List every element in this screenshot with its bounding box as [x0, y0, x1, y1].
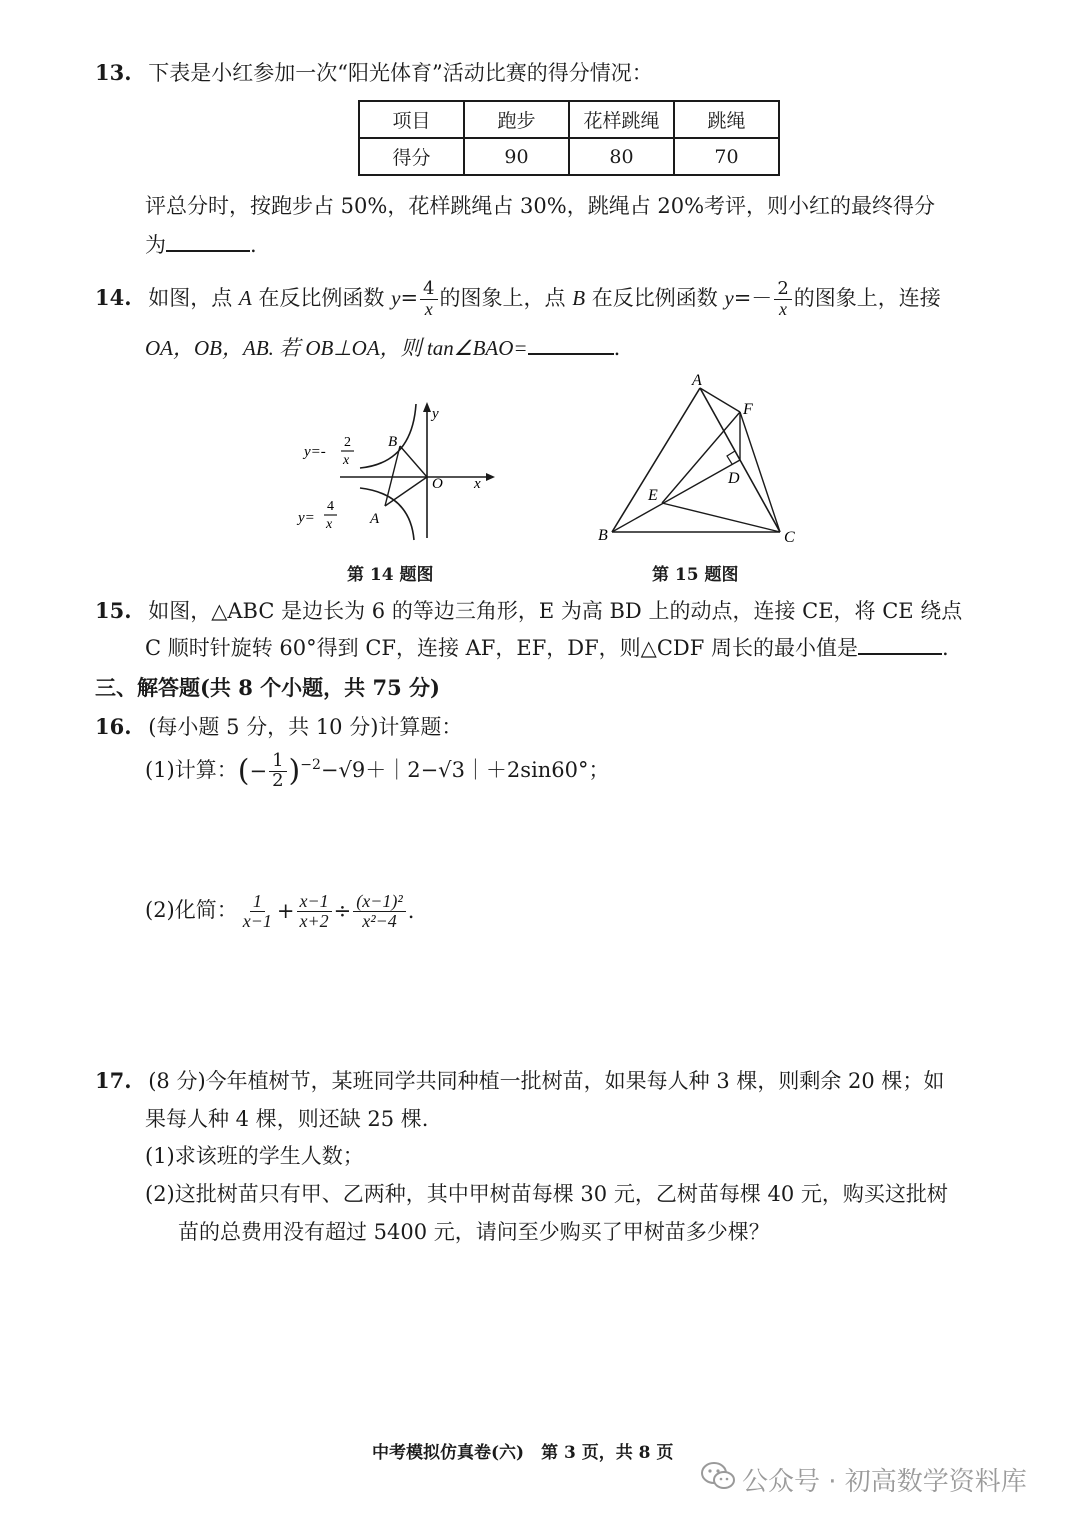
- wechat-icon: [700, 1460, 736, 1492]
- score-table: [358, 100, 780, 176]
- q14-t5: 的图象上，连接: [793, 285, 941, 310]
- fn-top-den: x: [343, 453, 350, 468]
- q16-stem-wrap: [95, 714, 462, 740]
- q17-line1: (8 分)今年植树节，某班同学共同种植一批树苗，如果每人种 3 棵，则剩余 20 棵；如: [148, 1069, 945, 1093]
- q16-p2-frac1: [240, 892, 275, 931]
- q13-line3: [145, 233, 257, 258]
- q16-p1-exponent: −2: [300, 756, 321, 773]
- q16-stem: (每小题 5 分，共 10 分)计算题：: [148, 715, 463, 739]
- label-d: D: [728, 470, 740, 487]
- table-header-cell: 跑步: [464, 101, 569, 138]
- q14-frac1: [420, 280, 437, 319]
- q14-y2: y: [724, 285, 734, 310]
- table-header-cell: 花样跳绳: [569, 101, 674, 138]
- q16-p1-rest: −√9＋｜2−√3｜＋2sin60°；: [320, 757, 610, 782]
- minus-sign: −: [249, 758, 268, 783]
- q14-y1: y: [391, 285, 401, 310]
- label-f: F: [743, 401, 753, 418]
- table-cell: 90: [464, 138, 569, 175]
- section-heading: 三、解答题(共 8 个小题，共 75 分): [95, 675, 440, 700]
- label-a: A: [370, 511, 380, 527]
- answer-blank: [858, 649, 942, 655]
- label-b: B: [598, 527, 608, 544]
- frac-numerator: (x−1)²: [353, 892, 406, 912]
- q16-p2-end: .: [407, 898, 415, 923]
- q14-line1: [95, 280, 941, 319]
- paren-close: ): [288, 753, 301, 789]
- frac-numerator: 2: [774, 280, 791, 300]
- figure-15: [590, 368, 810, 548]
- table-cell: 70: [674, 138, 779, 175]
- frac-numerator: 1: [250, 892, 265, 912]
- table-header-cell: 跳绳: [674, 101, 779, 138]
- fn-bot-prefix: y=: [298, 510, 315, 526]
- label-x: x: [474, 476, 481, 492]
- label-b: B: [388, 434, 398, 450]
- frac-numerator: x−1: [297, 892, 332, 912]
- plus-sign: +: [276, 898, 295, 923]
- table-cell: 得分: [359, 138, 464, 175]
- fn-bot-num: 4: [327, 499, 334, 514]
- watermark-text: 公众号 · 初高数学资料库: [742, 1467, 1027, 1497]
- q16-p1-frac: [269, 752, 286, 791]
- frac-denominator: x²−4: [362, 910, 397, 931]
- q14-line2-end: .: [613, 336, 621, 360]
- label-o: O: [432, 476, 443, 492]
- q13-line2: 评总分时，按跑步占 50%，花样跳绳占 30%，跳绳占 20%考评，则小红的最终得分: [145, 194, 936, 218]
- frac-denominator: x+2: [299, 910, 329, 931]
- q14-t3: 的图象上，点: [439, 285, 573, 310]
- table-cell: 80: [569, 138, 674, 175]
- page-footer: 中考模拟仿真卷(六) 第 3 页，共 8 页: [372, 1443, 674, 1463]
- q17-number: 17.: [95, 1068, 132, 1093]
- table-row: [359, 138, 779, 175]
- label-e: E: [648, 487, 658, 504]
- segment-ce: [662, 503, 780, 532]
- table-row: [359, 101, 779, 138]
- q13-line3-start: 为: [145, 233, 166, 257]
- q14-t2: 在反比例函数: [251, 285, 392, 310]
- y-axis-arrow-icon: [423, 402, 431, 412]
- frac-denominator: 2: [272, 769, 284, 791]
- frac-denominator: x: [779, 298, 788, 319]
- q15-line2: C 顺时针旋转 60°得到 CF，连接 AF，EF，DF，则△CDF 周长的最小值是: [145, 636, 858, 660]
- fn-top-prefix: y=-: [304, 444, 326, 460]
- divide-sign: ÷: [333, 898, 352, 923]
- frac-numerator: 4: [420, 280, 437, 300]
- fn-top-num: 2: [344, 435, 351, 450]
- q14-line2: [145, 336, 620, 361]
- q14-t1: 如图，点: [148, 285, 239, 310]
- frac-numerator: 1: [269, 752, 286, 772]
- q16-p2-label: (2)化简：: [145, 897, 238, 922]
- q17-line1-wrap: [95, 1068, 944, 1094]
- q13-stem: 下表是小红参加一次“阳光体育”活动比赛的得分情况：: [148, 61, 653, 85]
- label-y: y: [432, 406, 439, 422]
- q15-line1-wrap: [95, 598, 962, 624]
- q15-line2-end: .: [941, 636, 949, 660]
- figure-15-caption: 第 15 题图: [652, 565, 739, 585]
- right-angle-mark: [727, 451, 735, 464]
- q13: [95, 60, 653, 86]
- q14-eq2: =－: [733, 285, 773, 310]
- q16-p2-frac2: [297, 892, 332, 931]
- answer-blank: [528, 349, 614, 355]
- q15-number: 15.: [95, 598, 132, 623]
- frac-denominator: x−1: [242, 910, 272, 931]
- answer-blank: [166, 246, 250, 252]
- segment-bd: [612, 460, 740, 532]
- q14-number: 14.: [95, 284, 132, 310]
- q14-line2-text: OA，OB，AB. 若 OB⊥OA，则 tan∠BAO=: [145, 336, 528, 360]
- q16-number: 16.: [95, 714, 132, 739]
- fn-bot-den: x: [326, 517, 333, 532]
- q13-line3-end: .: [250, 233, 257, 257]
- segment-ob: [400, 446, 427, 477]
- q16-p2-frac3: [353, 892, 406, 931]
- q14-eq1: =: [400, 285, 419, 310]
- paren-open: (: [237, 753, 250, 789]
- q15-line1: 如图，△ABC 是边长为 6 的等边三角形，E 为高 BD 上的动点，连接 CE，将 CE 绕点: [148, 599, 963, 623]
- frac-denominator: x: [424, 298, 433, 319]
- label-a: A: [692, 372, 702, 389]
- q13-number: 13.: [95, 60, 132, 85]
- figure-14: [290, 398, 500, 548]
- q16-p1-label: (1)计算：: [145, 757, 238, 782]
- q16-part1: [145, 752, 610, 791]
- q14-frac2: [774, 280, 791, 319]
- q15-line2-wrap: [145, 636, 949, 661]
- q14-point-b: B: [572, 285, 586, 310]
- x-axis-arrow-icon: [486, 473, 495, 481]
- q17-part2-line1: (2)这批树苗只有甲、乙两种，其中甲树苗每棵 30 元，乙树苗每棵 40 元，购买这批树: [145, 1182, 948, 1206]
- side-ab: [612, 388, 700, 532]
- label-c: C: [784, 529, 795, 546]
- q14-point-a: A: [238, 285, 252, 310]
- table-header-cell: 项目: [359, 101, 464, 138]
- figure-14-caption: 第 14 题图: [347, 565, 434, 585]
- q17-part2-line2: 苗的总费用没有超过 5400 元，请问至少购买了甲树苗多少棵？: [178, 1220, 770, 1244]
- q17-line2: 果每人种 4 棵，则还缺 25 棵.: [145, 1107, 429, 1131]
- q16-part2: [145, 892, 414, 931]
- q17-part1: (1)求该班的学生人数；: [145, 1144, 364, 1168]
- q14-t4: 在反比例函数: [585, 285, 725, 310]
